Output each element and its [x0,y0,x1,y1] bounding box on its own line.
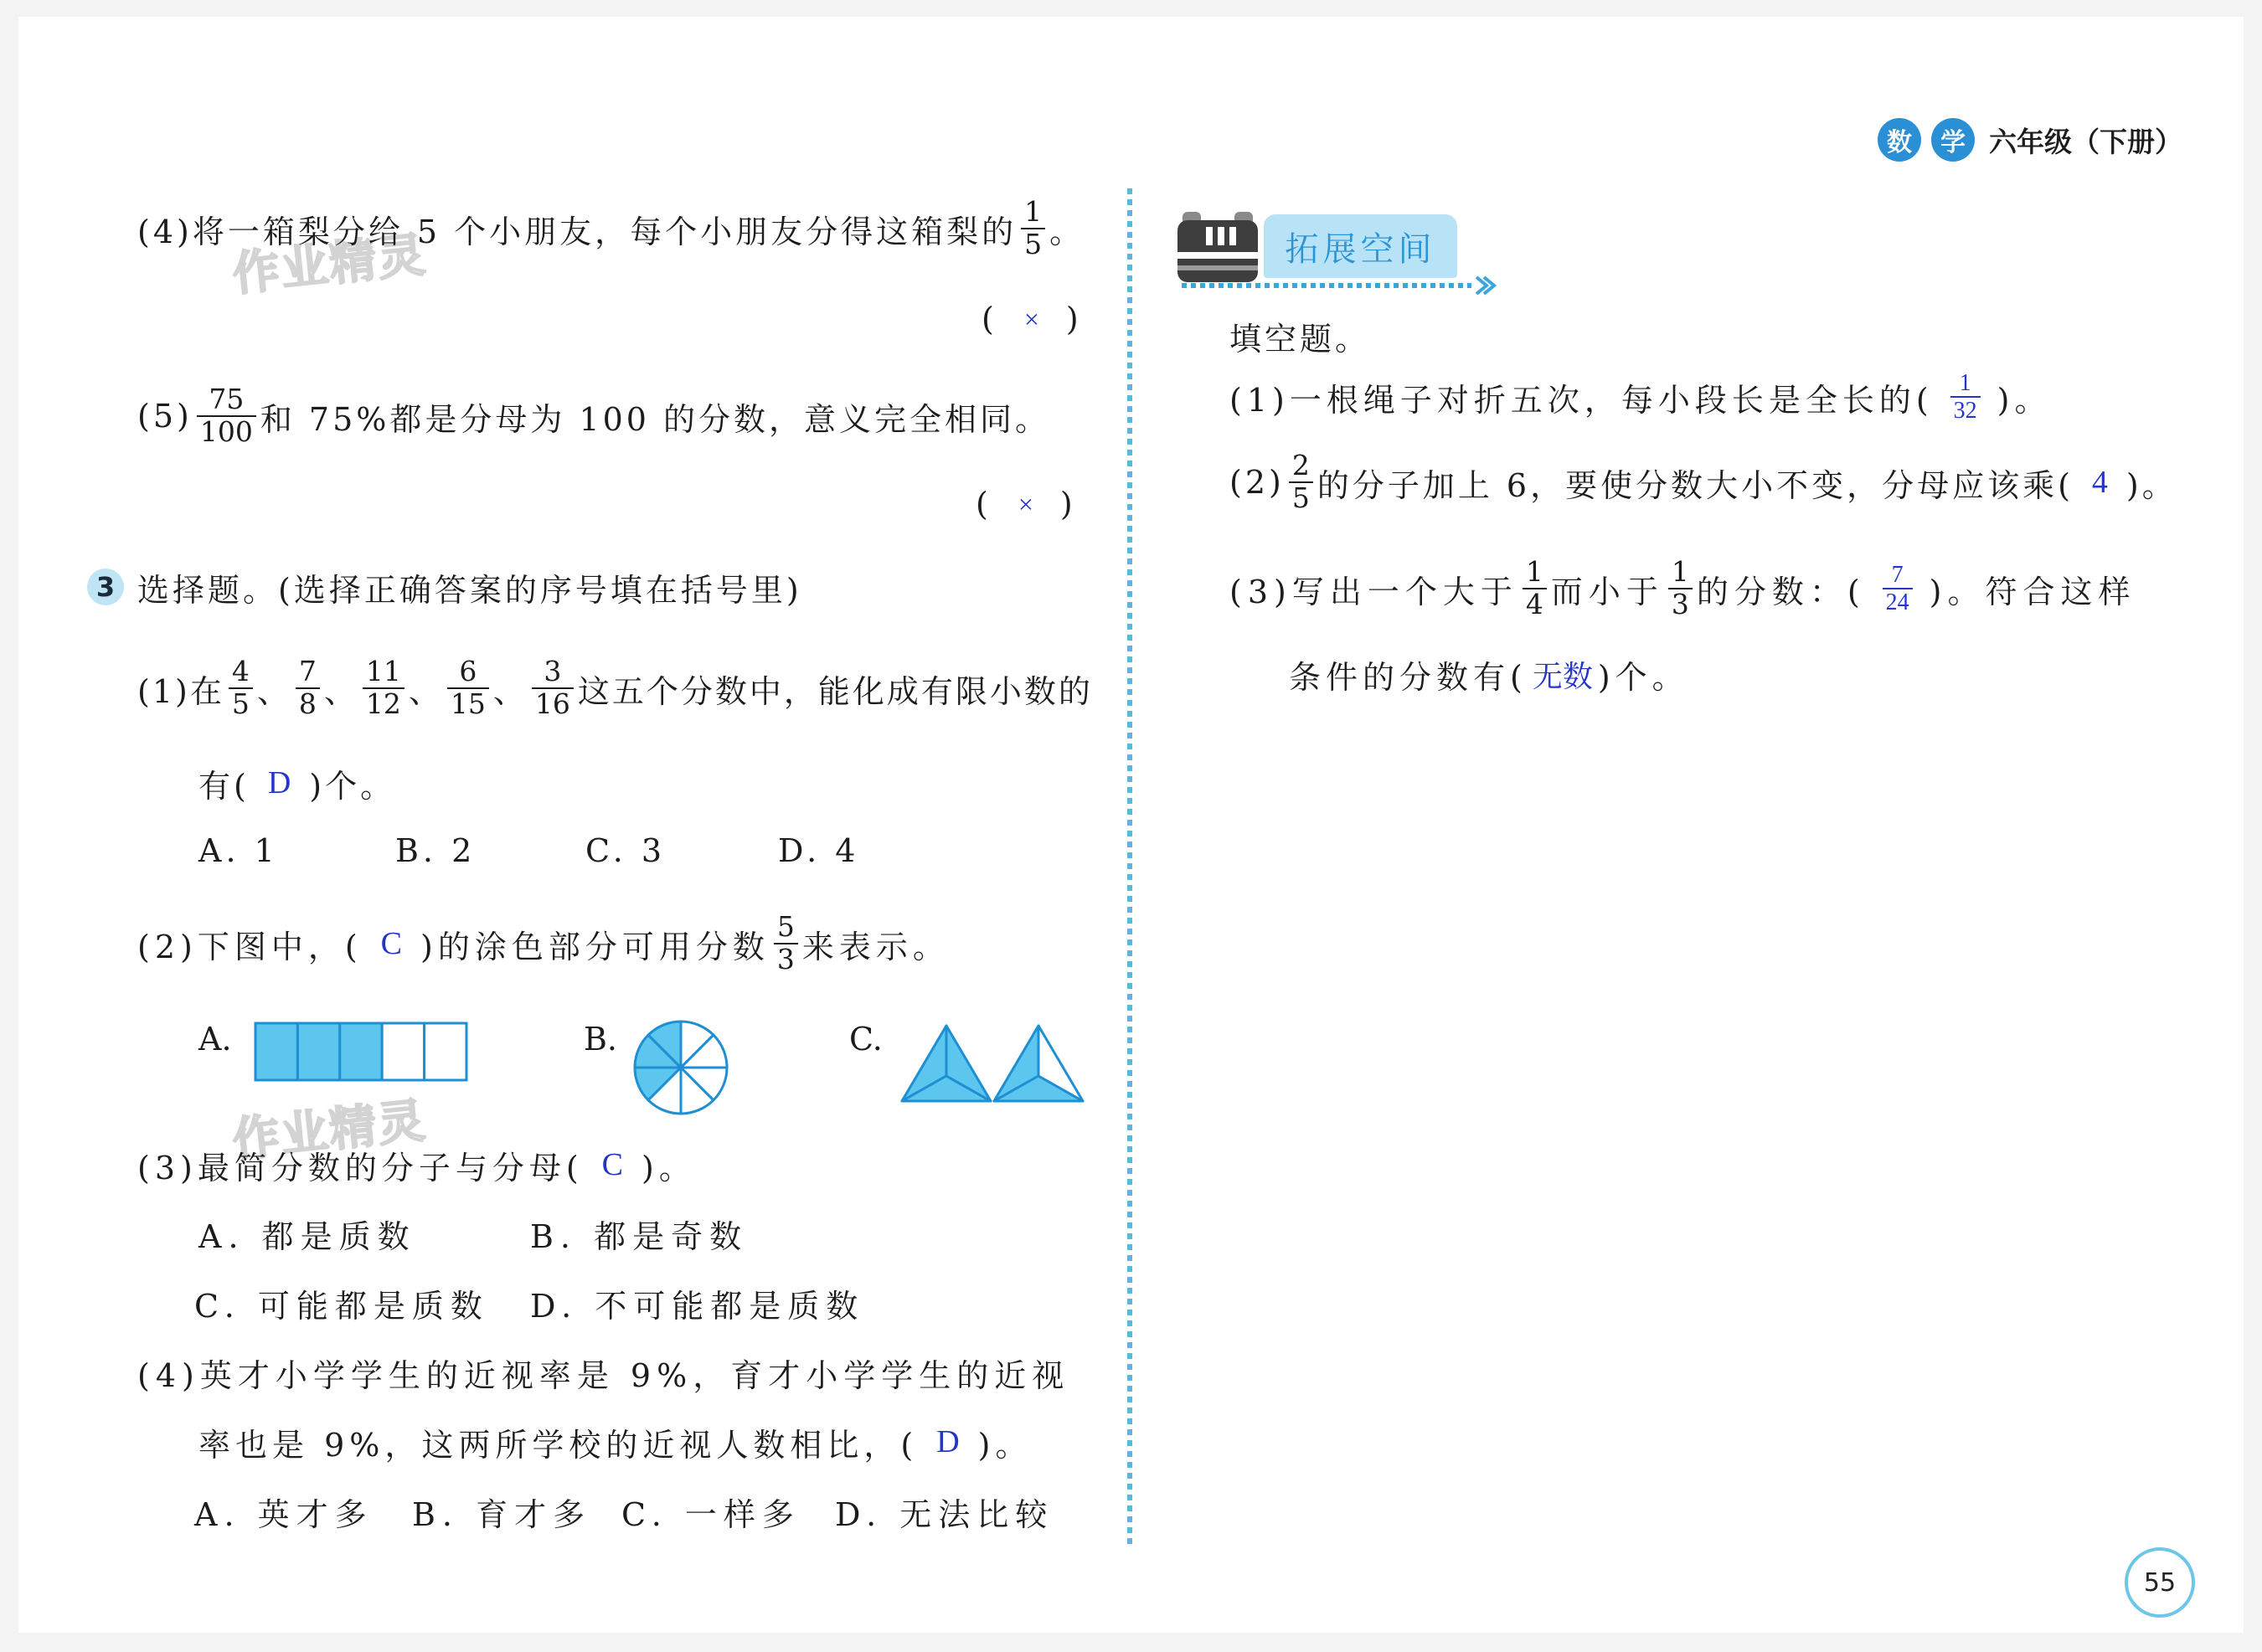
judge-q4-answer [982,277,1082,361]
fraction [296,656,320,720]
column-divider [1127,188,1132,1546]
paren-close: ) [1065,301,1082,337]
question-text-end: )。 [977,1426,1033,1464]
option-a: A. 都是质数 [198,1217,416,1255]
answer-mark: × [1023,303,1039,334]
fill-q3 [1229,547,2136,630]
paren-open: ( [982,301,997,337]
judge-q5-answer [976,462,1076,546]
option-d: D. 不可能都是质数 [530,1287,865,1325]
watermark-1: 作业精灵 [229,228,430,302]
heading-text: 填空题。 [1229,320,1371,358]
icon-stripe [1218,227,1224,245]
answer: 无数 [1532,659,1593,694]
question-text: (2)下图中，( [137,928,363,965]
denominator: 5 [1291,481,1310,514]
paren-open: ( [976,486,992,522]
separator: 、 [492,672,528,710]
option-d: D. 4 [778,832,860,869]
banner-dotted-line [1182,283,1471,288]
question-text: (1)在 [137,672,224,710]
separator: 、 [256,672,291,710]
numerator: 1 [1021,197,1045,229]
choice-q2 [137,902,950,986]
figure-c-label: C. [849,1021,883,1058]
fill-q2 [1229,440,2177,524]
numerator: 7 [1883,562,1913,589]
numerator: 3 [532,656,574,689]
question-text-end: )个。 [309,767,396,805]
choice-q1 [137,646,1093,730]
figure-b-label: B. [584,1021,618,1058]
answer: D [936,1424,960,1459]
question-text: (3)写出一个大于 [1229,573,1518,610]
option-a: A. 1 [198,832,279,869]
fraction [229,656,253,720]
question-text: 条件的分数有( [1289,658,1528,696]
figure-a-cell [382,1023,424,1080]
fill-q3-line2 [1289,632,1689,716]
figure-a-shaded-cell [297,1023,339,1080]
question-number: (2) [1229,464,1285,501]
denominator: 3 [776,943,795,975]
fraction [197,384,256,448]
denominator: 5 [231,687,250,720]
question-text-end: )。 [2125,466,2177,504]
question-text: (3)最简分数的分子与分母( [137,1149,584,1186]
fraction [447,656,489,720]
denominator: 4 [1525,588,1543,620]
answer-mark: × [1018,488,1033,519]
option-b: B. 2 [395,832,477,869]
denominator: 12 [365,687,401,720]
option-c: C. 3 [585,832,667,869]
answer: D [267,765,291,800]
separator: 、 [323,672,358,710]
question-text-end: 。 [1049,213,1085,250]
answer: 4 [2091,465,2108,500]
figure-a-cell [425,1023,466,1080]
option-b: B. 育才多 [412,1495,592,1533]
answer: C [380,926,403,961]
option-c: C. 可能都是质数 [194,1287,489,1325]
answer-fraction [1950,370,1981,425]
question-text: 的分数：( [1696,573,1866,610]
option-d: D. 无法比较 [835,1495,1054,1533]
grade-label: 六年级（下册） [1989,125,2182,158]
question-text-end: )。符合这样 [1929,573,2136,610]
question-text: (4)英才小学学生的近视率是 9%，育才小学学生的近视 [137,1356,1070,1394]
fraction [1021,197,1045,260]
numerator: 5 [774,912,798,944]
workbook-page [18,17,2244,1633]
figure-a-label: A. [198,1021,232,1058]
fraction [1668,557,1693,620]
section-title: 选择题。(选择正确答案的序号填在括号里) [137,571,802,609]
section-banner: 拓展空间 [1264,214,1457,278]
question-text: 率也是 9%，这两所学校的近视人数相比，( [198,1426,919,1464]
numerator: 6 [447,656,489,689]
fraction [774,912,798,975]
question-text-middle: )的涂色部分可用分数 [420,928,770,965]
page-number: 55 [2125,1547,2195,1618]
numerator: 2 [1289,450,1313,483]
numerator: 11 [363,656,404,689]
icon-band [1177,265,1258,270]
question-text: (4)将一箱梨分给 5 个小朋友，每个小朋友分得这箱梨的 [137,213,1018,250]
option-a: A. 英才多 [194,1495,374,1533]
question-text-end: )个。 [1597,658,1689,696]
denominator: 16 [534,687,570,720]
section-3-header [87,545,802,629]
denominator: 5 [1024,228,1043,260]
icon-stripe [1229,227,1236,245]
numerator: 7 [296,656,320,689]
question-text: 和 75%都是分母为 100 的分数，意义完全相同。 [260,400,1051,438]
denominator: 3 [1671,588,1689,620]
denominator: 100 [199,415,253,448]
answer-fraction [1883,562,1913,616]
fraction [532,656,574,720]
answer: C [601,1147,624,1182]
question-text: 的分子加上 6，要使分数大小不变，分母应该乘( [1316,466,2074,504]
numerator: 1 [1668,557,1693,589]
question-text-end: )。 [1997,381,2052,419]
question-text: (1)一根绳子对折五次，每小段长是全长的( [1229,381,1934,419]
subject-badge-2: 学 [1931,118,1975,162]
numerator: 4 [229,656,253,689]
option-c: C. 一样多 [621,1495,801,1533]
denominator: 15 [450,687,486,720]
numerator: 1 [1950,370,1981,398]
section-number-badge: 3 [87,569,124,605]
denominator: 24 [1885,589,1909,615]
icon-stripe [1206,227,1213,245]
figure-b-circle [630,1016,732,1119]
banner-arrow-icon [1473,275,1497,296]
question-text: 而小于 [1550,573,1664,610]
question-number: (5) [137,398,193,435]
fill-q1 [1229,355,2051,439]
numerator: 75 [197,384,256,417]
figure-a-shaded-cell [340,1023,382,1080]
denominator: 8 [298,687,317,720]
figure-a-shaded-cell [255,1023,297,1080]
judge-q5 [137,374,1050,458]
question-text-end: )。 [642,1149,696,1186]
banner-icon [1174,210,1261,286]
fraction [363,656,404,720]
fraction [1523,557,1547,620]
question-text-end: 来表示。 [801,928,950,965]
judge-q4 [137,187,1085,270]
option-b: B. 都是奇数 [530,1217,749,1255]
figure-a-rectangle [252,1020,470,1083]
watermark-2: 作业精灵 [229,1094,430,1168]
separator: 、 [408,672,443,710]
question-text: 有( [198,767,250,805]
numerator: 1 [1523,557,1547,589]
fraction [1289,450,1313,514]
denominator: 32 [1953,398,1977,424]
subject-badge-1: 数 [1878,118,1921,162]
figure-c-triangles [899,1022,1091,1105]
question-text-end: 这五个分数中，能化成有限小数的 [577,672,1093,710]
icon-band [1177,252,1258,259]
paren-close: ) [1059,486,1076,522]
